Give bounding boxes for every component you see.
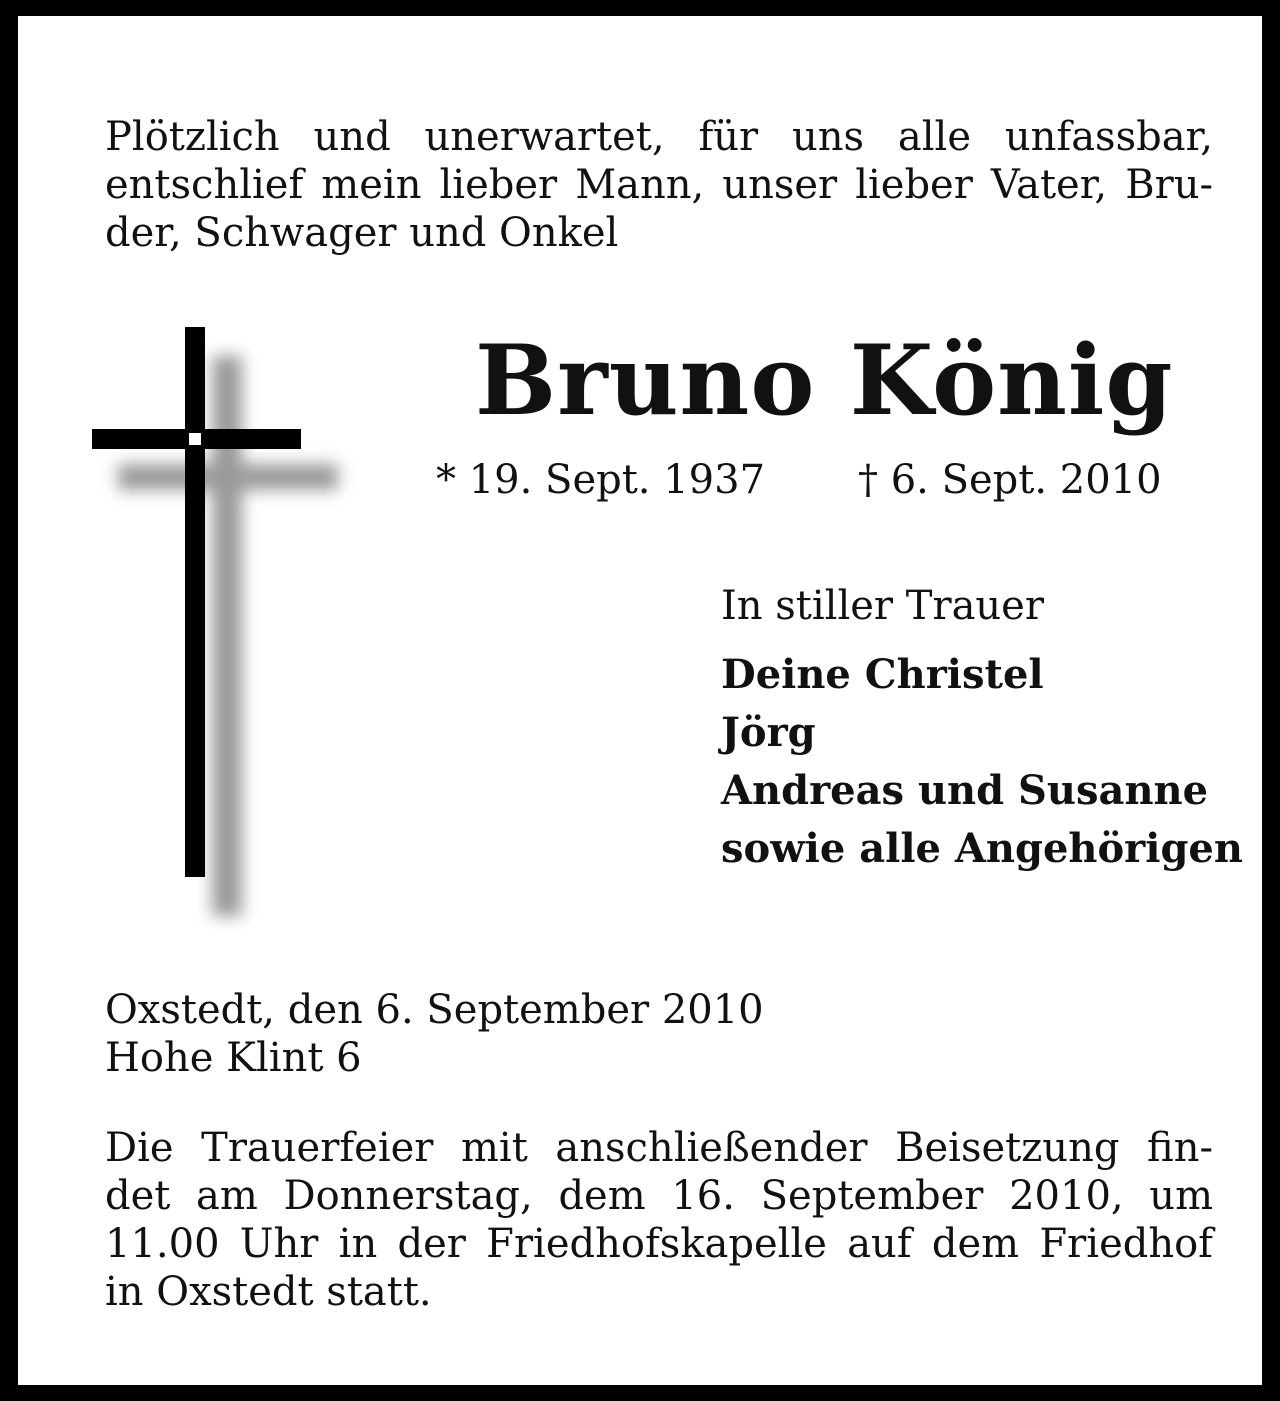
death-date: † 6. Sept. 2010 [858,457,1162,503]
cross-center-mark [189,433,201,445]
deceased-name: Bruno König [475,324,1174,437]
birth-date: * 19. Sept. 1937 [436,457,766,503]
ceremony-line: Die Trauerfeier mit anschließender Beisetzung fin- [105,1125,1213,1171]
mourner-item: sowie alle Angehörigen [721,825,1243,872]
mourner-item: Andreas und Susanne [721,767,1209,814]
ceremony-paragraph [105,1124,1213,1316]
intro-line: Plötzlich und unerwartet, für uns alle unfassbar, [105,114,1213,160]
address: Hohe Klint 6 [105,1035,362,1081]
cross-shadow-horizontal [118,464,338,490]
place-date: Oxstedt, den 6. September 2010 [105,987,764,1033]
intro-paragraph [105,113,1213,257]
mourner-item: Jörg [721,709,816,756]
intro-line: entschlief mein lieber Mann, unser lieber Vater, Bru- [105,162,1213,208]
mourners-list [721,646,1243,878]
ceremony-line: 11.00 Uhr in der Friedhofskapelle auf dem Friedhof [105,1221,1213,1267]
mourning-intro: In stiller Trauer [721,583,1044,629]
cross-vertical-beam [185,327,205,877]
place-and-address [105,986,764,1082]
ceremony-line: in Oxstedt statt. [105,1269,432,1315]
ceremony-line: det am Donnerstag, dem 16. September 2010, um [105,1173,1213,1219]
intro-line: der, Schwager und Onkel [105,210,619,256]
mourner-item: Deine Christel [721,651,1044,698]
